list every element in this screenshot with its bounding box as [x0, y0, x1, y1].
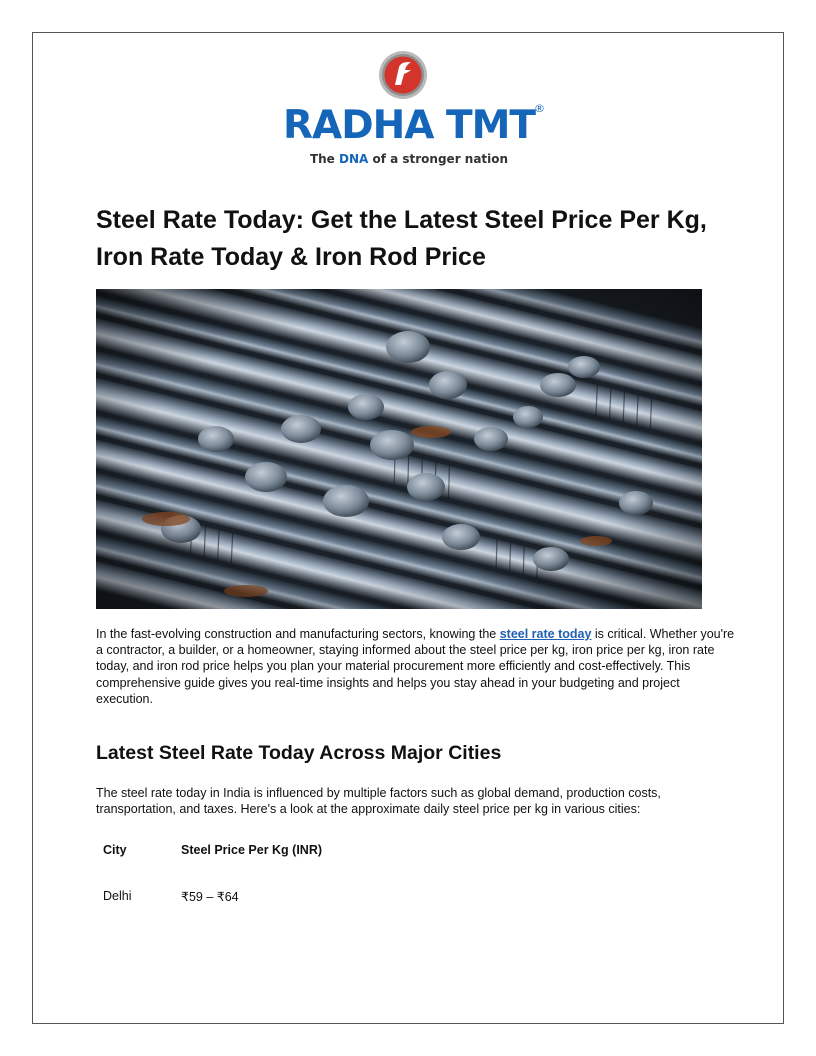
intro-text-start: In the fast-evolving construction and manufacturing sectors, knowing the — [96, 627, 500, 641]
steel-rate-today-link[interactable]: steel rate today — [499, 627, 592, 641]
city-column-header: City — [103, 843, 127, 857]
article-title: Steel Rate Today: Get the Latest Steel Price Per Kg, Iron Rate Today & Iron Rod Price — [96, 206, 707, 271]
tagline-prefix: The — [309, 152, 339, 166]
intro-paragraph — [96, 626, 736, 707]
tagline-suffix: of a stronger nation — [368, 152, 509, 166]
city-cell: Delhi — [103, 889, 132, 903]
brand-name: RADHA TMT — [282, 103, 535, 148]
table-header-row — [96, 836, 322, 864]
brand-logo — [268, 48, 550, 174]
section-heading: Latest Steel Rate Today Across Major Cities — [96, 742, 502, 764]
steel-rods-image — [96, 289, 702, 609]
intro-text-end: is critical. Whether you're a contractor, a builder, or a homeowner, staying informed about the steel price per kg, iron price per kg, iron rate today, and iron rod price helps you plan your material procurement more efficiently and cost-effectively. This comprehensive guide gives you real-time insights and helps you stay ahead in your budgeting and project execution. — [96, 627, 735, 706]
price-column-header: Steel Price Per Kg (INR) — [181, 843, 323, 857]
registered-mark: ® — [534, 102, 545, 115]
table-spacer — [96, 864, 322, 882]
price-cell: ₹59 – ₹64 — [181, 889, 239, 904]
tagline-highlight: DNA — [338, 152, 369, 166]
city-price-table — [96, 836, 322, 910]
section-lead-paragraph: The steel rate today in India is influenced by multiple factors such as global demand, production costs, transportation, and taxes. Here's a look at the approximate daily steel price per kg in various cities: — [96, 786, 661, 817]
radha-emblem-icon — [378, 50, 428, 100]
brand-tagline — [268, 152, 550, 166]
table-row — [96, 882, 322, 910]
